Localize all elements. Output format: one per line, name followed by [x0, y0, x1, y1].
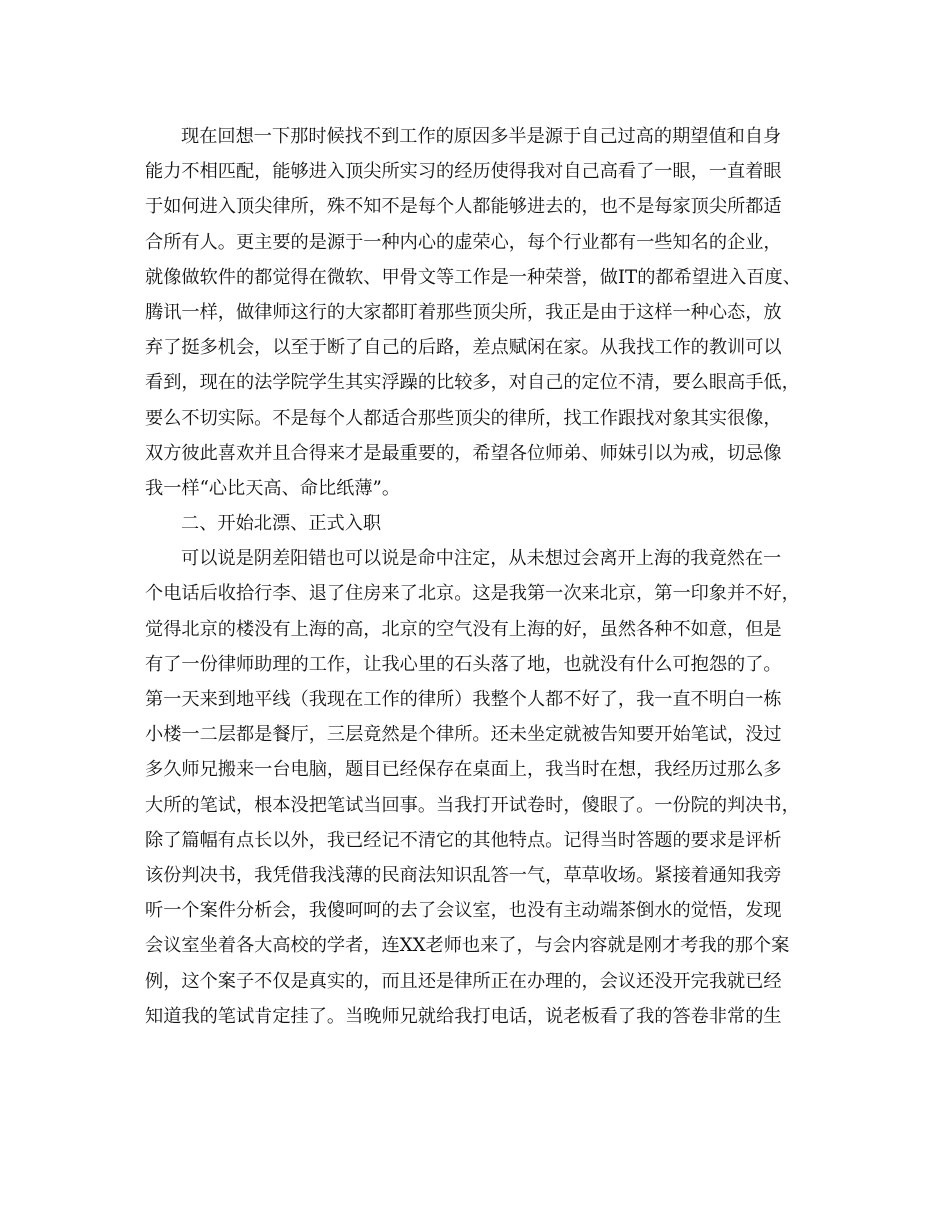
paragraph-line: 我一样“心比天高、命比纸薄”。 [145, 477, 401, 499]
section-heading: 二、开始北漂、正式入职 [181, 513, 382, 535]
paragraph-line: 就像做软件的都觉得在微软、甲骨文等工作是一种荣誉，做IT的都希望进入百度、 [145, 266, 801, 288]
paragraph-line: 可以说是阴差阳错也可以说是命中注定，从未想过会离开上海的我竟然在一 [181, 548, 782, 570]
paragraph-line: 觉得北京的楼没有上海的高，北京的空气没有上海的好，虽然各种不如意，但是 [145, 618, 782, 640]
paragraph-line: 除了篇幅有点长以外，我已经记不清它的其他特点。记得当时答题的要求是评析 [145, 829, 782, 851]
paragraph-line: 现在回想一下那时候找不到工作的原因多半是源于自己过高的期望值和自身 [181, 126, 782, 147]
paragraph-line: 该份判决书，我凭借我浅薄的民商法知识乱答一气，草草收场。紧接着通知我旁 [145, 864, 782, 886]
paragraph-line: 大所的笔试，根本没把笔试当回事。当我打开试卷时，傻眼了。一份院的判决书， [145, 794, 800, 816]
paragraph-line: 多久师兄搬来一台电脑，题目已经保存在桌面上，我当时在想，我经历过那么多 [145, 759, 782, 781]
paragraph-line: 双方彼此喜欢并且合得来才是最重要的，希望各位师弟、师妹引以为戒，切忌像 [145, 442, 782, 464]
paragraph-line: 知道我的笔试肯定挂了。当晚师兄就给我打电话，说老板看了我的答卷非常的生 [145, 1005, 782, 1027]
paragraph-line: 看到，现在的法学院学生其实浮躁的比较多，对自己的定位不清，要么眼高手低， [145, 372, 800, 394]
paragraph-line: 于如何进入顶尖律所，殊不知不是每个人都能够进去的，也不是每家顶尖所都适 [145, 196, 782, 218]
paragraph-line: 听一个案件分析会，我傻呵呵的去了会议室，也没有主动端茶倒水的觉悟，发现 [145, 900, 782, 922]
paragraph-line: 有了一份律师助理的工作，让我心里的石头落了地，也就没有什么可抱怨的了。 [145, 653, 782, 675]
paragraph-line: 合所有人。更主要的是源于一种内心的虚荣心，每个行业都有一些知名的企业， [145, 231, 782, 253]
body-text [145, 119, 825, 1034]
paragraph-line: 要么不切实际。不是每个人都适合那些顶尖的律所，找工作跟找对象其实很像， [145, 407, 782, 429]
paragraph-line: 第一天来到地平线（我现在工作的律所）我整个人都不好了，我一直不明白一栋 [145, 689, 782, 710]
paragraph-line: 弃了挺多机会，以至于断了自己的后路，差点赋闲在家。从我找工作的教训可以 [145, 337, 782, 359]
paragraph-line: 小楼一二层都是餐厅，三层竟然是个律所。还未坐定就被告知要开始笔试，没过 [145, 724, 782, 746]
paragraph-line: 腾讯一样，做律师这行的大家都盯着那些顶尖所，我正是由于这样一种心态，放 [145, 301, 782, 323]
paragraph-line: 个电话后收拾行李、退了住房来了北京。这是我第一次来北京，第一印象并不好， [145, 583, 800, 605]
paragraph-line: 会议室坐着各大高校的学者，连XX老师也来了，与会内容就是刚才考我的那个案 [145, 935, 790, 957]
paragraph-line: 例，这个案子不仅是真实的，而且还是律所正在办理的，会议还没开完我就已经 [145, 970, 782, 992]
paragraph-line: 能力不相匹配，能够进入顶尖所实习的经历使得我对自己高看了一眼，一直着眼 [145, 161, 782, 183]
